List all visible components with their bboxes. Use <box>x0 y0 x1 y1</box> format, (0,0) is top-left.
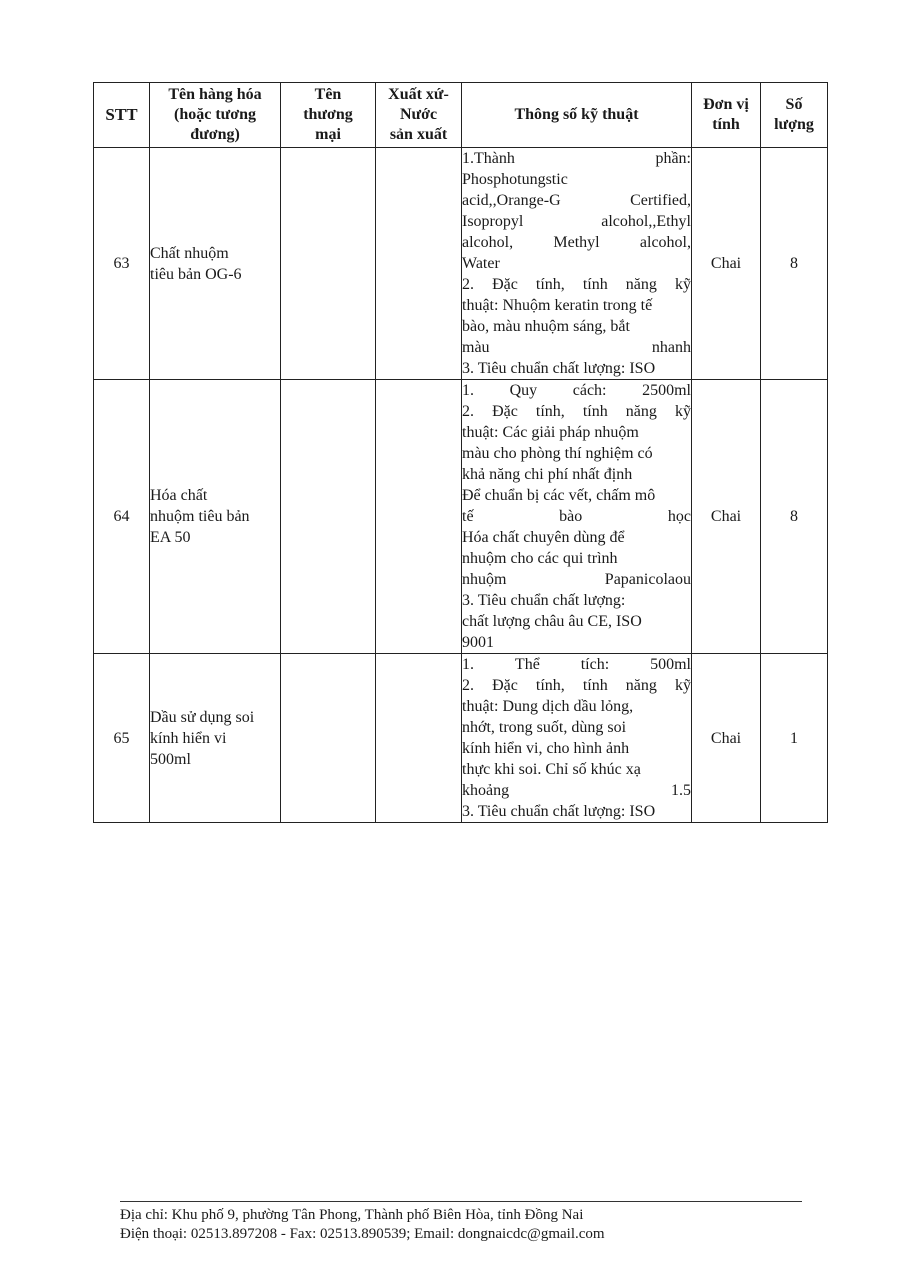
spec-line: màu cho phòng thí nghiệm có <box>462 445 653 462</box>
row-stt: 64 <box>94 380 150 654</box>
spec-word: 1.Thành <box>462 150 515 167</box>
spec-line: 3. Tiêu chuẩn chất lượng: <box>462 592 626 609</box>
row-goods-name <box>150 380 281 654</box>
spec-line: 3. Tiêu chuẩn chất lượng: ISO <box>462 360 656 377</box>
spec-line <box>462 675 691 696</box>
spec-word: năng <box>625 403 657 420</box>
row-stt: 65 <box>94 654 150 823</box>
spec-word: Isopropyl <box>462 213 524 230</box>
spec-line <box>462 232 691 253</box>
header-trade-name-line: Tên <box>314 86 342 103</box>
row-goods-name <box>150 148 281 380</box>
spec-word: acid,,Orange-G <box>462 192 561 209</box>
row-unit: Chai <box>692 148 761 380</box>
spec-word: 1.5 <box>671 782 691 799</box>
header-origin-line: Nước <box>399 106 438 123</box>
page-footer <box>120 1201 802 1244</box>
spec-word: tính, <box>535 403 565 420</box>
header-quantity-line: lượng <box>774 116 814 133</box>
table-row <box>94 148 828 380</box>
spec-line: Phosphotungstic <box>462 171 568 188</box>
row-origin <box>376 654 462 823</box>
spec-word: Papanicolaou <box>604 571 691 588</box>
row-origin <box>376 380 462 654</box>
row-quantity: 8 <box>761 148 828 380</box>
goods-name-line: Dầu sử dụng soi <box>150 708 255 726</box>
header-spec: Thông số kỹ thuật <box>462 83 692 148</box>
spec-word: năng <box>625 276 657 293</box>
spec-word: tính, <box>535 677 565 694</box>
header-trade-name-line: thương <box>303 106 353 123</box>
goods-name-line: tiêu bản OG-6 <box>150 265 242 283</box>
spec-word: tính <box>582 677 608 694</box>
header-quantity <box>761 83 828 148</box>
row-unit: Chai <box>692 380 761 654</box>
spec-line <box>462 506 691 527</box>
footer-contact: Điện thoại: 02513.897208 - Fax: 02513.890539; Email: dongnaicdc@gmail.com <box>120 1226 605 1242</box>
spec-line <box>462 569 691 590</box>
table-row <box>94 654 828 823</box>
header-trade-name-line: mại <box>315 126 341 143</box>
header-goods-name <box>150 83 281 148</box>
spec-word: Methyl <box>553 234 600 251</box>
spec-word: học <box>667 508 691 525</box>
spec-line: Water <box>462 255 500 272</box>
spec-word: Đặc <box>492 403 518 420</box>
spec-word: Quy <box>509 382 538 399</box>
header-quantity-line: Số <box>785 96 803 113</box>
spec-line: khả năng chi phí nhất định <box>462 466 633 483</box>
spec-word: tích: <box>580 656 610 673</box>
spec-line: nhớt, trong suốt, dùng soi <box>462 719 627 736</box>
row-spec <box>462 148 692 380</box>
spec-word: 1. <box>462 382 474 399</box>
spec-line: 3. Tiêu chuẩn chất lượng: ISO <box>462 803 656 820</box>
goods-name-line: Hóa chất <box>150 487 208 504</box>
spec-line: Để chuẩn bị các vết, chấm mô <box>462 487 656 504</box>
spec-word: Thể <box>514 656 540 673</box>
spec-word: màu <box>462 339 490 356</box>
spec-line <box>462 780 691 801</box>
spec-word: alcohol, <box>462 234 514 251</box>
spec-word: nhanh <box>651 339 691 356</box>
spec-line: 9001 <box>462 634 494 651</box>
spec-word: tế <box>462 508 474 525</box>
row-trade-name <box>281 380 376 654</box>
table-header-row <box>94 83 828 148</box>
spec-line <box>462 401 691 422</box>
spec-line <box>462 380 691 401</box>
spec-word: năng <box>625 677 657 694</box>
row-quantity: 8 <box>761 380 828 654</box>
goods-name-line: 500ml <box>150 750 191 768</box>
spec-word: 2500ml <box>642 382 691 399</box>
table-row <box>94 380 828 654</box>
spec-word: nhuộm <box>462 571 507 588</box>
row-spec <box>462 654 692 823</box>
spec-word: 1. <box>462 656 474 673</box>
spec-word: bào <box>559 508 583 525</box>
spec-word: cách: <box>572 382 607 399</box>
goods-name-line: kính hiển vi <box>150 729 227 747</box>
spec-line <box>462 654 691 675</box>
footer-address: Địa chỉ: Khu phố 9, phường Tân Phong, Thành phố Biên Hòa, tỉnh Đồng Nai <box>120 1207 584 1223</box>
header-goods-name-line: (hoặc tương <box>173 106 256 123</box>
spec-word: phần: <box>655 150 691 167</box>
header-unit <box>692 83 761 148</box>
header-trade-name <box>281 83 376 148</box>
row-goods-name <box>150 654 281 823</box>
spec-word: 2. <box>462 403 474 420</box>
header-goods-name-line: Tên hàng hóa <box>168 86 262 103</box>
row-unit: Chai <box>692 654 761 823</box>
goods-spec-table <box>93 82 828 823</box>
spec-line <box>462 337 691 358</box>
spec-line <box>462 190 691 211</box>
spec-word: 2. <box>462 276 474 293</box>
spec-line: chất lượng châu âu CE, ISO <box>462 613 642 630</box>
row-stt: 63 <box>94 148 150 380</box>
header-stt: STT <box>94 83 150 148</box>
spec-word: Đặc <box>492 276 518 293</box>
spec-line: thuật: Các giải pháp nhuộm <box>462 424 639 441</box>
row-quantity: 1 <box>761 654 828 823</box>
spec-line <box>462 211 691 232</box>
spec-word: kỹ <box>674 276 691 293</box>
spec-word: alcohol, <box>639 234 691 251</box>
spec-line <box>462 274 691 295</box>
row-trade-name <box>281 148 376 380</box>
header-unit-line: tính <box>712 116 740 133</box>
spec-word: tính <box>582 403 608 420</box>
header-origin-line: sản xuất <box>389 126 448 143</box>
row-origin <box>376 148 462 380</box>
spec-word: khoảng <box>462 782 510 799</box>
row-spec <box>462 380 692 654</box>
spec-word: 2. <box>462 677 474 694</box>
spec-line: nhuộm cho các qui trình <box>462 550 618 567</box>
spec-line: thuật: Nhuộm keratin trong tế <box>462 297 653 314</box>
spec-word: 500ml <box>650 656 691 673</box>
header-origin <box>376 83 462 148</box>
spec-word: kỹ <box>674 677 691 694</box>
goods-name-line: Chất nhuộm <box>150 244 229 262</box>
goods-name-line: EA 50 <box>150 529 191 546</box>
spec-line <box>462 148 691 169</box>
header-unit-line: Đơn vị <box>703 96 749 113</box>
header-origin-line: Xuất xứ- <box>388 86 449 103</box>
spec-word: tính <box>582 276 608 293</box>
table-body <box>94 148 828 823</box>
spec-word: alcohol,,Ethyl <box>601 213 691 230</box>
spec-line: thực khi soi. Chỉ số khúc xạ <box>462 761 641 778</box>
spec-word: Certified, <box>630 192 691 209</box>
spec-line: thuật: Dung dịch dầu lỏng, <box>462 698 634 715</box>
spec-word: kỹ <box>674 403 691 420</box>
spec-line: bào, màu nhuộm sáng, bắt <box>462 318 630 335</box>
spec-word: Đặc <box>492 677 518 694</box>
header-goods-name-line: đương) <box>190 126 240 143</box>
row-trade-name <box>281 654 376 823</box>
spec-line: kính hiển vi, cho hình ảnh <box>462 740 630 757</box>
spec-word: tính, <box>535 276 565 293</box>
goods-name-line: nhuộm tiêu bản <box>150 508 250 525</box>
spec-line: Hóa chất chuyên dùng để <box>462 529 625 546</box>
